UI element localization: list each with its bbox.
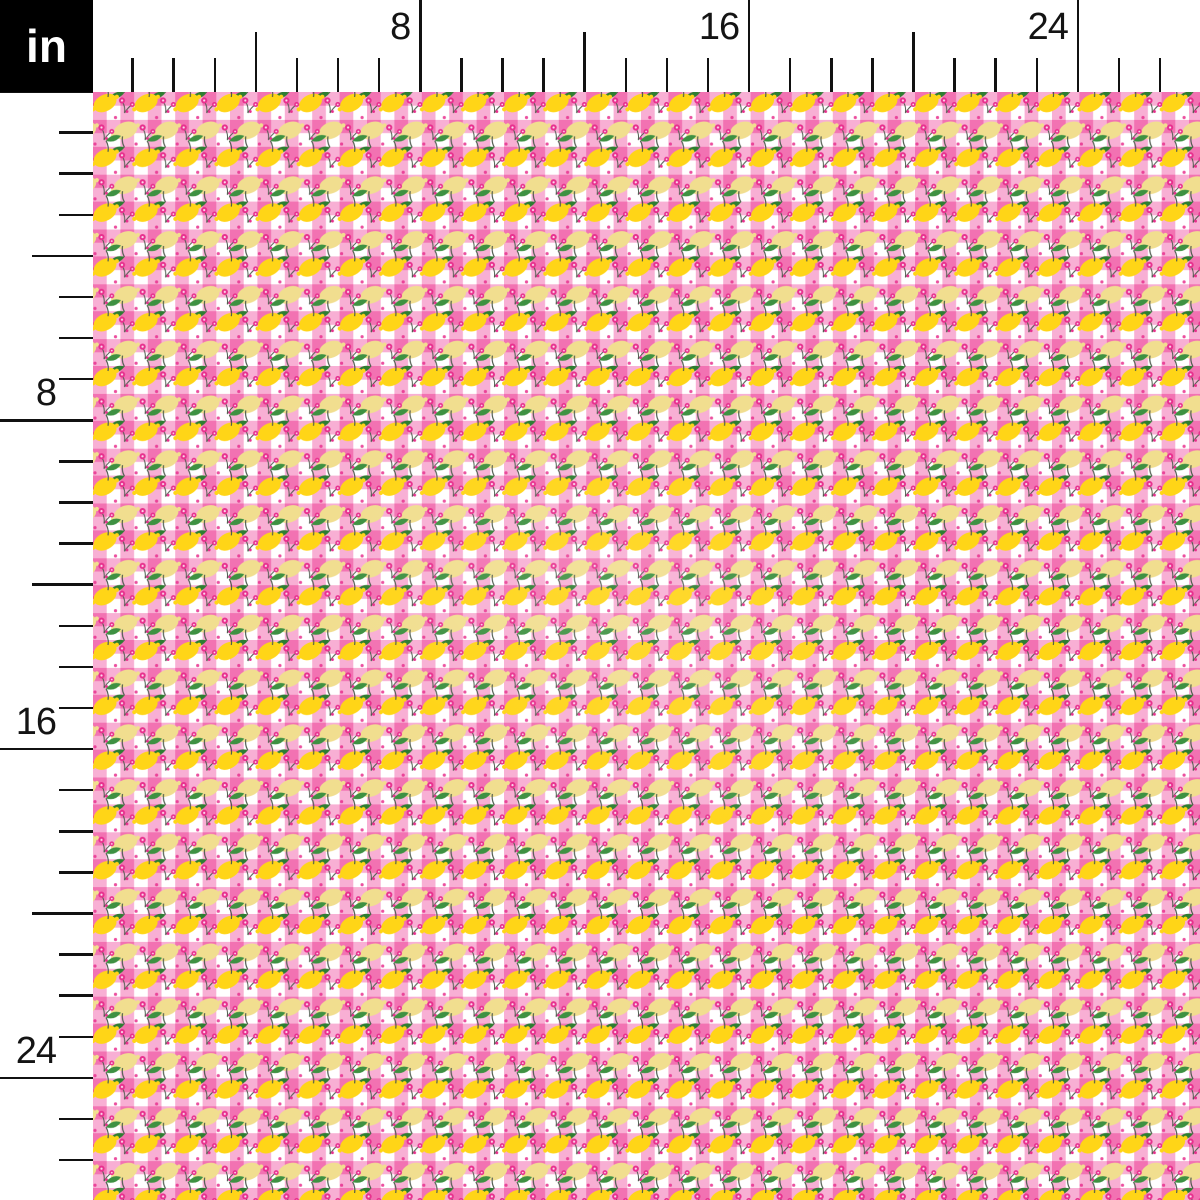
ruler-top-tick bbox=[789, 58, 792, 92]
ruler-top-tick bbox=[419, 0, 422, 92]
unit-badge bbox=[0, 0, 93, 92]
fabric-pattern-swatch bbox=[93, 92, 1200, 1200]
lemon-gingham-pattern bbox=[93, 92, 1200, 1200]
ruler-top-label: 16 bbox=[698, 6, 740, 48]
ruler-left-tick bbox=[59, 1118, 93, 1121]
ruler-top-tick bbox=[501, 58, 504, 92]
ruler-top-tick bbox=[830, 58, 833, 92]
ruler-left-tick bbox=[59, 789, 93, 792]
ruler-top-tick bbox=[1036, 58, 1039, 92]
ruler-left-tick bbox=[59, 214, 93, 217]
ruler-top-tick bbox=[953, 58, 956, 92]
ruler-left-label: 8 bbox=[35, 372, 56, 415]
ruler-left-tick bbox=[59, 131, 93, 134]
ruler-top-tick bbox=[542, 58, 545, 92]
ruler-left-tick bbox=[59, 666, 93, 669]
ruler-top-tick bbox=[871, 58, 874, 92]
ruler-left-tick bbox=[59, 953, 93, 956]
ruler-top-tick bbox=[912, 32, 915, 92]
ruler-left-label: 24 bbox=[15, 1029, 56, 1072]
ruler-left-tick bbox=[59, 994, 93, 997]
ruler-left-tick bbox=[59, 830, 93, 833]
ruler-left-tick bbox=[59, 460, 93, 463]
ruler-left bbox=[0, 0, 93, 1200]
ruler-top bbox=[0, 0, 1200, 92]
unit-label: in bbox=[26, 20, 67, 72]
ruler-top-tick bbox=[214, 58, 217, 92]
ruler-left-tick bbox=[59, 1036, 93, 1039]
ruler-left-tick bbox=[59, 1159, 93, 1162]
ruler-left-tick bbox=[59, 625, 93, 628]
ruler-left-tick bbox=[32, 255, 93, 258]
ruler-left-tick bbox=[32, 912, 93, 915]
ruler-top-tick bbox=[583, 32, 586, 92]
ruler-top-tick bbox=[172, 58, 175, 92]
ruler-left-tick bbox=[59, 378, 93, 381]
ruler-top-tick bbox=[255, 32, 258, 92]
ruler-left-tick bbox=[0, 748, 93, 751]
ruler-top-tick bbox=[625, 58, 628, 92]
ruler-top-label: 24 bbox=[1027, 6, 1068, 48]
ruler-top-tick bbox=[378, 58, 381, 92]
ruler-top-tick bbox=[1118, 58, 1121, 92]
ruler-left-tick bbox=[0, 419, 93, 422]
ruler-left-tick bbox=[32, 583, 93, 586]
ruler-top-tick bbox=[1159, 58, 1162, 92]
ruler-top-tick bbox=[707, 58, 710, 92]
ruler-top-tick bbox=[748, 0, 751, 92]
ruler-left-label: 16 bbox=[15, 701, 56, 744]
ruler-top-tick bbox=[337, 58, 340, 92]
ruler-left-tick bbox=[59, 296, 93, 299]
ruler-left-tick bbox=[59, 871, 93, 874]
ruler-left-tick bbox=[0, 1077, 93, 1080]
ruler-left-tick bbox=[59, 542, 93, 545]
ruler-top-tick bbox=[296, 58, 299, 92]
ruler-top-tick bbox=[994, 58, 997, 92]
ruler-left-tick bbox=[59, 172, 93, 175]
ruler-left-tick bbox=[59, 337, 93, 340]
ruler-top-tick bbox=[131, 58, 134, 92]
ruler-left-tick bbox=[59, 707, 93, 710]
ruler-top-tick bbox=[460, 58, 463, 92]
ruler-top-tick bbox=[666, 58, 669, 92]
ruler-top-label: 8 bbox=[390, 6, 411, 48]
ruler-top-tick bbox=[1077, 0, 1080, 92]
ruler-left-tick bbox=[59, 501, 93, 504]
